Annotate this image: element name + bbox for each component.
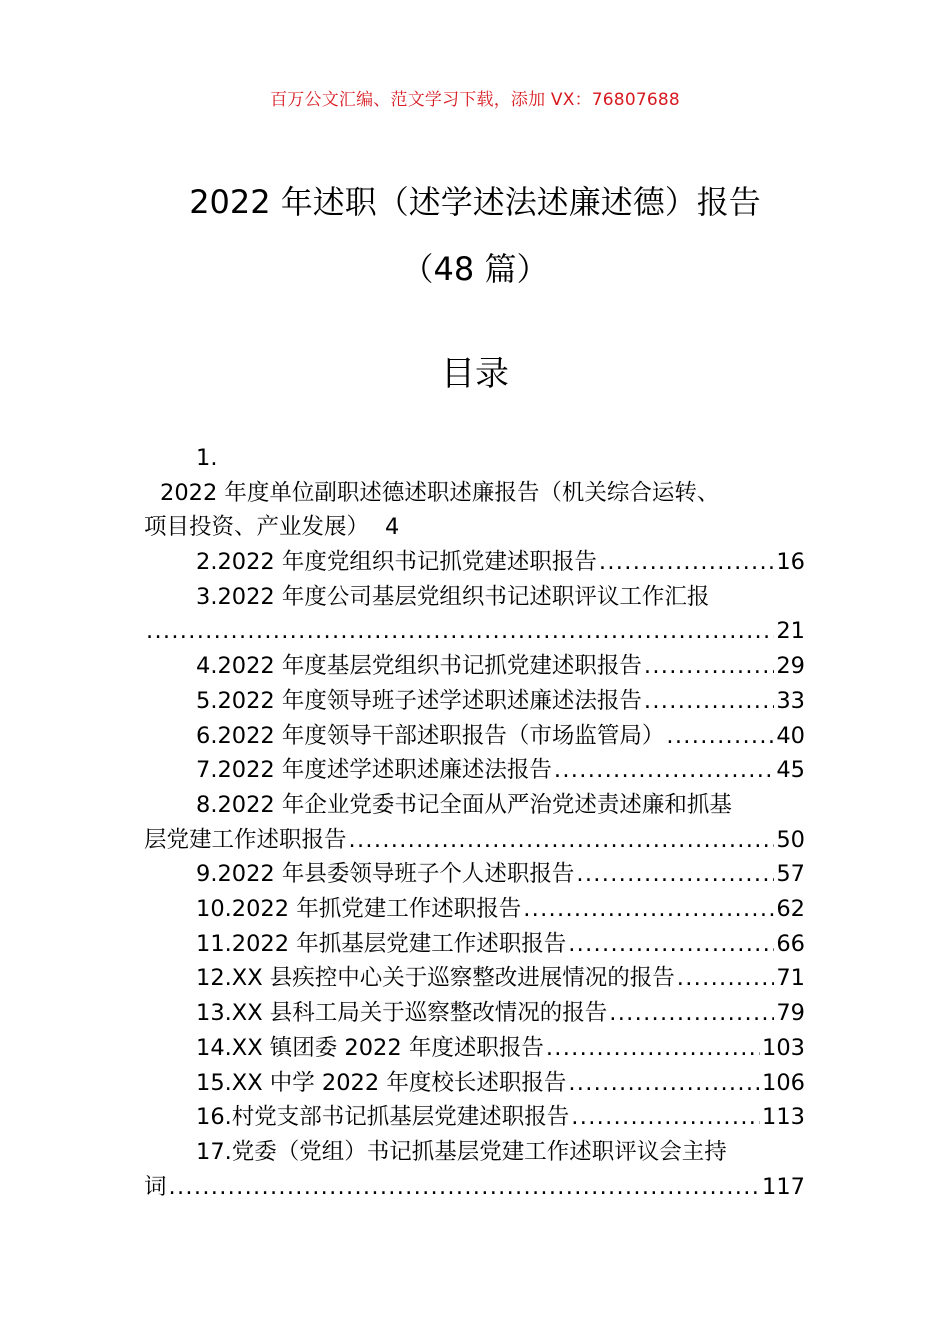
toc-entry-7[interactable] [144, 753, 805, 788]
document-title: 2022 年述职（述学述法述廉述德）报告 [189, 183, 761, 221]
toc-entry-page: 66 [776, 930, 805, 957]
dot-leader [576, 857, 774, 892]
toc-entry-text: 7.2022 年度述学述职述廉述法报告 [196, 757, 552, 784]
toc-entry-text: 2022 年度单位副职述德述职述廉报告（机关综合运转、 [160, 479, 720, 506]
toc-entry-8-line2[interactable] [144, 823, 805, 858]
toc-entry-10[interactable] [144, 892, 805, 927]
toc-entry-page: 21 [776, 618, 805, 645]
toc-entry-page: 4 [385, 514, 400, 541]
toc-entry-page: 45 [776, 757, 805, 784]
toc-entry-text: 15.XX 中学 2022 年度校长述职报告 [196, 1069, 567, 1096]
toc-entry-page: 50 [776, 826, 805, 853]
dot-leader [644, 684, 774, 719]
toc-entry-15[interactable] [144, 1066, 805, 1101]
toc-entry-text: 2.2022 年度党组织书记抓党建述职报告 [196, 549, 597, 576]
dot-leader [571, 1100, 760, 1135]
dot-leader [568, 927, 774, 962]
table-of-contents [144, 441, 805, 1204]
toc-entry-1-line2[interactable] [144, 510, 805, 545]
toc-entry-text: 13.XX 县科工局关于巡察整改情况的报告 [196, 1000, 608, 1027]
toc-entry-2[interactable] [144, 545, 805, 580]
toc-entry-3-line2[interactable] [144, 614, 805, 649]
toc-entry-5[interactable] [144, 684, 805, 719]
toc-entry-17-line2[interactable] [144, 1170, 805, 1205]
toc-entry-page: 79 [776, 1000, 805, 1027]
dot-leader [523, 892, 774, 927]
toc-entry-text: 12.XX 县疾控中心关于巡察整改进展情况的报告 [196, 965, 675, 992]
toc-entry-text: 10.2022 年抓党建工作述职报告 [196, 896, 522, 923]
dot-leader [169, 1170, 761, 1205]
toc-entry-page: 113 [762, 1104, 805, 1131]
toc-entry-page: 106 [762, 1069, 805, 1096]
toc-entry-12[interactable] [144, 961, 805, 996]
toc-entry-page: 29 [776, 653, 805, 680]
toc-entry-13[interactable] [144, 996, 805, 1031]
toc-entry-page: 71 [776, 965, 805, 992]
toc-entry-page: 103 [762, 1034, 805, 1061]
toc-entry-text: 11.2022 年抓基层党建工作述职报告 [196, 930, 567, 957]
dot-leader [609, 996, 774, 1031]
dot-leader [554, 753, 774, 788]
toc-entry-17-line1[interactable] [144, 1135, 805, 1170]
toc-entry-14[interactable] [144, 1031, 805, 1066]
toc-entry-text: 词 [144, 1173, 167, 1200]
toc-entry-text: 6.2022 年度领导干部述职报告（市场监管局） [196, 722, 665, 749]
toc-entry-page: 57 [776, 861, 805, 888]
dot-leader [546, 1031, 760, 1066]
toc-entry-number: 1. [196, 445, 218, 471]
toc-entry-11[interactable] [144, 927, 805, 962]
dot-leader [349, 823, 775, 858]
toc-entry-page: 117 [762, 1173, 805, 1200]
watermark-banner: 百万公文汇编、范文学习下载，添加 VX：76807688 [270, 90, 680, 110]
toc-entry-text: 16.村党支部书记抓基层党建述职报告 [196, 1104, 570, 1131]
dot-leader [146, 614, 774, 649]
toc-entry-page: 16 [776, 549, 805, 576]
dot-leader [666, 719, 774, 754]
dot-leader [568, 1066, 760, 1101]
toc-entry-1-number [144, 441, 805, 476]
toc-entry-text: 3.2022 年度公司基层党组织书记述职评议工作汇报 [196, 583, 710, 610]
toc-entry-page: 62 [776, 896, 805, 923]
dot-leader [677, 961, 775, 996]
toc-entry-1-line1[interactable] [144, 476, 805, 511]
toc-entry-text: 4.2022 年度基层党组织书记抓党建述职报告 [196, 653, 642, 680]
toc-heading: 目录 [441, 354, 509, 394]
toc-entry-text: 5.2022 年度领导班子述学述职述廉述法报告 [196, 687, 642, 714]
toc-entry-text: 14.XX 镇团委 2022 年度述职报告 [196, 1034, 544, 1061]
toc-entry-4[interactable] [144, 649, 805, 684]
toc-entry-6[interactable] [144, 719, 805, 754]
toc-entry-page: 40 [776, 722, 805, 749]
toc-entry-text: 8.2022 年企业党委书记全面从严治党述责述廉和抓基 [196, 791, 732, 818]
toc-entry-16[interactable] [144, 1100, 805, 1135]
dot-leader [599, 545, 774, 580]
document-subtitle: （48 篇） [401, 250, 549, 288]
toc-entry-8-line1[interactable] [144, 788, 805, 823]
toc-entry-text: 层党建工作述职报告 [144, 826, 347, 853]
toc-entry-9[interactable] [144, 857, 805, 892]
toc-entry-text: 项目投资、产业发展） [144, 514, 370, 541]
toc-entry-text: 9.2022 年县委领导班子个人述职报告 [196, 861, 575, 888]
dot-leader [644, 649, 774, 684]
toc-entry-text: 17.党委（党组）书记抓基层党建工作述职评议会主持 [196, 1139, 727, 1165]
toc-entry-3-line1[interactable] [144, 580, 805, 615]
toc-entry-page: 33 [776, 687, 805, 714]
